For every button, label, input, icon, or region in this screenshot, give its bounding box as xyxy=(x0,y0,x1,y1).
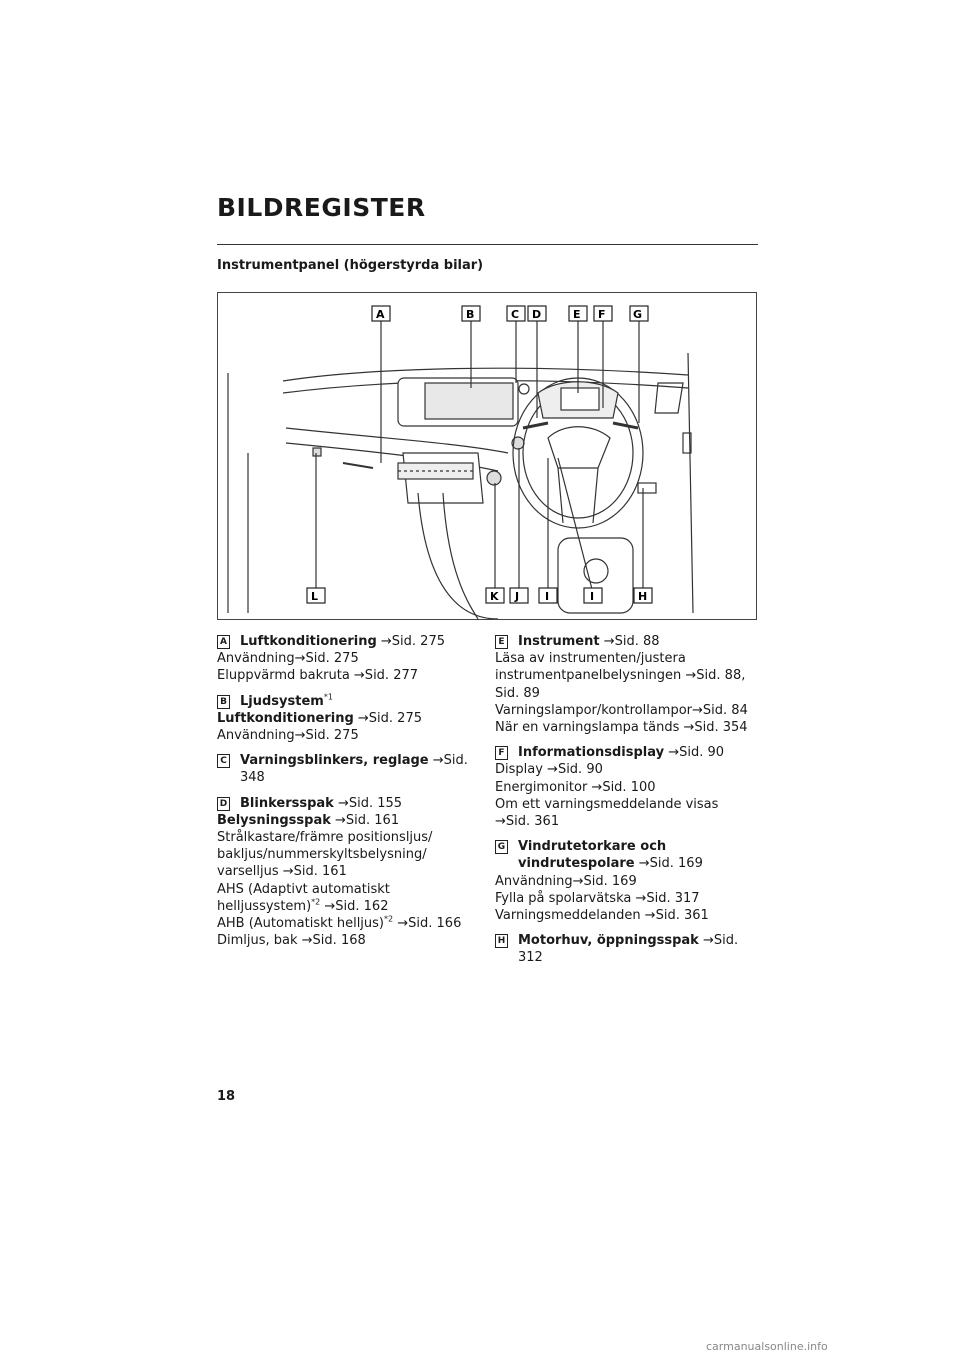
entry-B xyxy=(217,693,477,745)
entry-title: Vindrutetorkare och xyxy=(518,839,667,855)
page-ref[interactable]: →Sid. 169 xyxy=(638,856,703,872)
entry-line[interactable]: Varningsmeddelanden →Sid. 361 xyxy=(495,908,709,924)
right-column xyxy=(495,633,755,975)
page-ref[interactable]: →Sid. 155 xyxy=(337,795,403,811)
callout-I-inset: I xyxy=(590,590,595,603)
callout-H: H xyxy=(638,590,648,603)
entry-line[interactable]: Varningslampor/kontrollampor→Sid. 84 xyxy=(495,702,748,718)
entry-title: Luftkonditionering xyxy=(240,634,377,649)
page-ref[interactable]: →Sid. 166 xyxy=(397,916,462,932)
callout-K: K xyxy=(490,590,499,603)
watermark: carmanualsonline.info xyxy=(706,1340,828,1353)
entry-title: Varningsblinkers, reglage xyxy=(240,753,429,769)
callout-A: A xyxy=(376,308,385,321)
entry-G xyxy=(495,838,755,924)
entry-line: bakljus/nummerskyltsbelysning/ xyxy=(217,847,427,863)
left-column xyxy=(217,633,477,957)
entry-line: Om ett varningsmeddelande visas xyxy=(495,796,719,812)
callout-I: I xyxy=(545,590,550,603)
entry-letter: A xyxy=(217,635,230,649)
callout-L: L xyxy=(311,590,319,603)
page-number: 18 xyxy=(217,1089,236,1104)
callout-C: C xyxy=(511,308,520,321)
entry-line[interactable]: →Sid. 361 xyxy=(495,814,560,830)
callout-J: J xyxy=(515,590,520,603)
page-ref[interactable]: →Sid. 348 xyxy=(240,753,468,786)
entry-line[interactable]: Eluppvärmd bakruta →Sid. 277 xyxy=(217,668,419,684)
entry-line[interactable]: Fylla på spolarvätska →Sid. 317 xyxy=(495,890,700,906)
entry-line: AHS (Adaptivt automatiskt xyxy=(217,881,390,897)
entry-line: helljussystem) xyxy=(217,898,312,914)
entry-line: Läsa av instrumenten/justera xyxy=(495,651,686,667)
entry-title: Blinkersspak xyxy=(240,795,334,811)
entry-line[interactable]: Användning→Sid. 169 xyxy=(495,873,637,889)
entry-title: Instrument xyxy=(518,634,600,649)
entry-line[interactable]: varselljus →Sid. 161 xyxy=(217,864,347,880)
entry-F xyxy=(495,744,755,830)
entry-line[interactable]: När en varningslampa tänds →Sid. 354 xyxy=(495,720,748,736)
footnote-marker: *2 xyxy=(384,914,394,924)
dashboard-illustration xyxy=(217,292,757,620)
entry-title-line2: vindrutespolare xyxy=(518,856,635,872)
page-ref[interactable]: →Sid. 312 xyxy=(518,933,739,966)
entry-line[interactable]: Sid. 89 xyxy=(495,685,540,701)
entry-line: AHB (Automatiskt helljus) xyxy=(217,916,385,932)
entry-line: Strålkastare/främre positionsljus/ xyxy=(217,830,433,846)
entry-subtitle: Luftkonditionering xyxy=(217,710,354,726)
entry-line[interactable]: Användning→Sid. 275 xyxy=(217,728,359,744)
page-ref[interactable]: →Sid. 161 xyxy=(335,812,400,828)
entry-letter: B xyxy=(217,695,230,709)
entry-letter: C xyxy=(217,754,230,768)
entry-line[interactable]: Display →Sid. 90 xyxy=(495,762,603,778)
entry-A xyxy=(217,633,477,685)
entry-title: Ljudsystem xyxy=(240,693,324,709)
entry-letter: E xyxy=(495,635,508,649)
page-ref[interactable]: →Sid. 88 xyxy=(603,634,660,649)
entry-letter: H xyxy=(495,934,508,948)
entry-line[interactable]: Användning→Sid. 275 xyxy=(217,651,359,667)
page-ref[interactable]: →Sid. 275 xyxy=(357,710,422,726)
callout-F: F xyxy=(598,308,606,321)
callout-B: B xyxy=(466,308,475,321)
page-ref[interactable]: →Sid. 275 xyxy=(380,634,445,649)
entry-line[interactable]: Dimljus, bak →Sid. 168 xyxy=(217,933,366,949)
callout-G: G xyxy=(633,308,643,321)
callout-E: E xyxy=(573,308,581,321)
entry-title: Informationsdisplay xyxy=(518,745,665,761)
page-title: BILDREGISTER xyxy=(217,193,426,222)
entry-line[interactable]: Energimonitor →Sid. 100 xyxy=(495,779,656,795)
entry-H xyxy=(495,932,755,966)
entry-title: Motorhuv, öppningsspak xyxy=(518,933,699,949)
entry-line[interactable]: instrumentpanelbelysningen →Sid. 88, xyxy=(495,668,746,684)
footnote-marker: *1 xyxy=(323,692,333,702)
section-subtitle: Instrumentpanel (högerstyrda bilar) xyxy=(217,258,484,273)
page-ref[interactable]: →Sid. 162 xyxy=(324,898,389,914)
entry-letter: G xyxy=(495,840,508,854)
entry-D xyxy=(217,795,477,950)
entry-C xyxy=(217,752,477,786)
page-ref[interactable]: →Sid. 90 xyxy=(668,745,725,761)
entry-E xyxy=(495,633,755,736)
title-rule xyxy=(217,244,758,245)
entry-subtitle: Belysningsspak xyxy=(217,812,331,828)
callout-D: D xyxy=(532,308,542,321)
entry-letter: D xyxy=(217,797,230,811)
footnote-marker: *2 xyxy=(311,897,321,907)
entry-letter: F xyxy=(495,746,508,760)
